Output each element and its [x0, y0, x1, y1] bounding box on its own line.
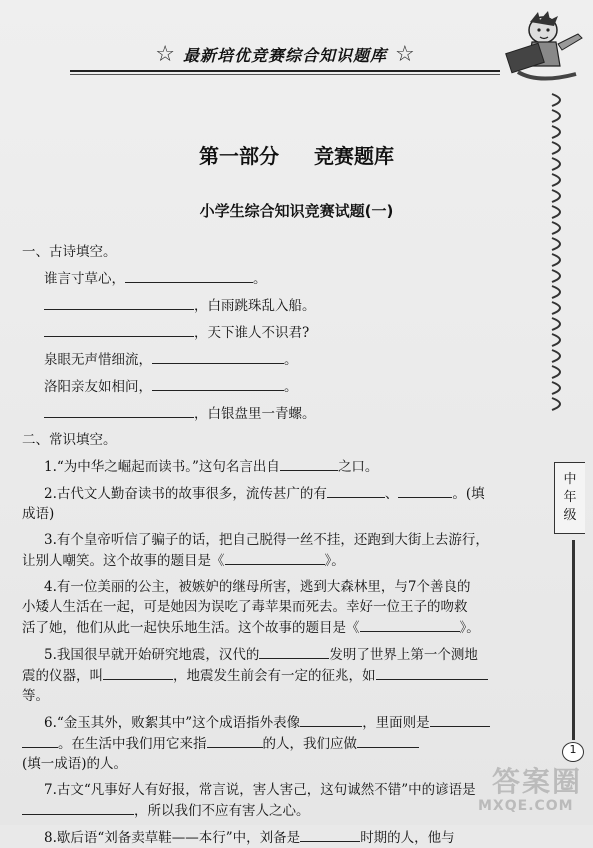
question-6-cont: 。在生活中我们用它来指 的人，我们应做: [22, 733, 542, 754]
answer-blank[interactable]: [398, 483, 452, 498]
question-2: 2.古代文人勤奋读书的故事很多，流传甚广的有 、 。(填: [22, 483, 542, 504]
question-6-end: (填一成语)的人。: [22, 756, 128, 772]
poem-line-4: 泉眼无声惜细流， 。: [22, 349, 542, 370]
poem-line-6: ，白银盘里一青螺。: [22, 403, 542, 424]
answer-blank[interactable]: [152, 349, 284, 364]
answer-blank[interactable]: [259, 644, 329, 659]
question-8: 8.歇后语“刘备卖草鞋——本行”中，刘备是 时期的人，他与: [22, 827, 542, 848]
exam-title: 小学生综合知识竞赛试题(一): [199, 202, 394, 220]
answer-blank[interactable]: [22, 733, 58, 748]
header-rule: [70, 70, 500, 72]
poem-line-1: 谁言寸草心， 。: [22, 268, 542, 289]
header-rule-thin: [70, 74, 500, 75]
page-number: 1: [562, 742, 584, 762]
question-5-end: 等。: [22, 688, 49, 704]
part-name: 竞赛题库: [313, 144, 394, 168]
star-icon-left: ☆: [155, 41, 175, 67]
section-heading: 一、古诗填空。: [22, 244, 117, 260]
answer-blank[interactable]: [152, 376, 284, 391]
section-heading: 二、常识填空。: [22, 432, 117, 448]
question-3-cont: 让别人嘲笑。这个故事的题目是《 》。: [22, 550, 542, 571]
page-header: [70, 38, 500, 70]
grade-side-tab: [554, 462, 585, 534]
answer-blank[interactable]: [300, 712, 362, 727]
question-4-cont: 活了她，他们从此一起快乐地生活。这个故事的题目是《 》。: [22, 617, 542, 638]
side-tab-char: 年: [563, 490, 577, 505]
exam-content: [22, 242, 542, 848]
star-icon-right: ☆: [395, 41, 415, 67]
site-watermark: [470, 758, 590, 818]
part-label: 第一部分: [199, 144, 280, 168]
watermark-url: MXQE.COM: [478, 798, 574, 814]
answer-blank[interactable]: [103, 665, 173, 680]
question-4-cont: 小矮人生活在一起，可是她因为误吃了毒苹果而死去。幸好一位王子的吻救: [22, 599, 468, 615]
answer-blank[interactable]: [357, 733, 419, 748]
cartoon-reading-boy-icon: [488, 8, 588, 88]
answer-blank[interactable]: [360, 617, 460, 632]
question-1: 1.“为中华之崛起而读书。”这句名言出自 之口。: [22, 456, 542, 477]
question-5: 5.我国很早就开始研究地震，汉代的 发明了世界上第一个测地: [22, 644, 542, 665]
header-title: 最新培优竞赛综合知识题库: [182, 45, 387, 65]
answer-blank[interactable]: [44, 322, 194, 337]
question-6: 6.“金玉其外，败絮其中”这个成语指外表像 ，里面则是: [22, 712, 542, 733]
side-tab-char: 中: [563, 472, 577, 487]
poem-line-2: ，白雨跳珠乱入船。: [22, 295, 542, 316]
poem-line-3: ，天下谁人不识君?: [22, 322, 542, 343]
answer-blank[interactable]: [44, 295, 194, 310]
answer-blank[interactable]: [44, 403, 194, 418]
answer-blank[interactable]: [327, 483, 385, 498]
question-7: 7.古文“凡事好人有好报，常言说，害人害己，这句诚然不错”中的谚语是: [44, 782, 476, 798]
question-4: 4.有一位美丽的公主，被嫉妒的继母所害，逃到大森林里，与7个善良的: [44, 579, 471, 595]
side-tab-char: 级: [563, 508, 577, 523]
watermark-text: 答案圈: [492, 765, 583, 798]
answer-blank[interactable]: [376, 665, 488, 680]
question-7-cont: ，所以我们不应有害人之心。: [22, 800, 542, 821]
part-title: [0, 140, 593, 169]
question-5-cont: 震的仪器，叫 ，地震发生前会有一定的征兆，如: [22, 665, 542, 686]
side-bar: [572, 540, 575, 740]
answer-blank[interactable]: [125, 268, 253, 283]
answer-blank[interactable]: [225, 550, 325, 565]
question-2-cont: 成语): [22, 506, 55, 522]
answer-blank[interactable]: [430, 712, 490, 727]
answer-blank[interactable]: [280, 456, 338, 471]
answer-blank[interactable]: [300, 827, 360, 842]
answer-blank[interactable]: [207, 733, 263, 748]
poem-line-5: 洛阳亲友如相问， 。: [22, 376, 542, 397]
answer-blank[interactable]: [22, 800, 134, 815]
question-3: 3.有个皇帝听信了骗子的话，把自己脱得一丝不挂，还跑到大街上去游行，: [44, 532, 489, 548]
